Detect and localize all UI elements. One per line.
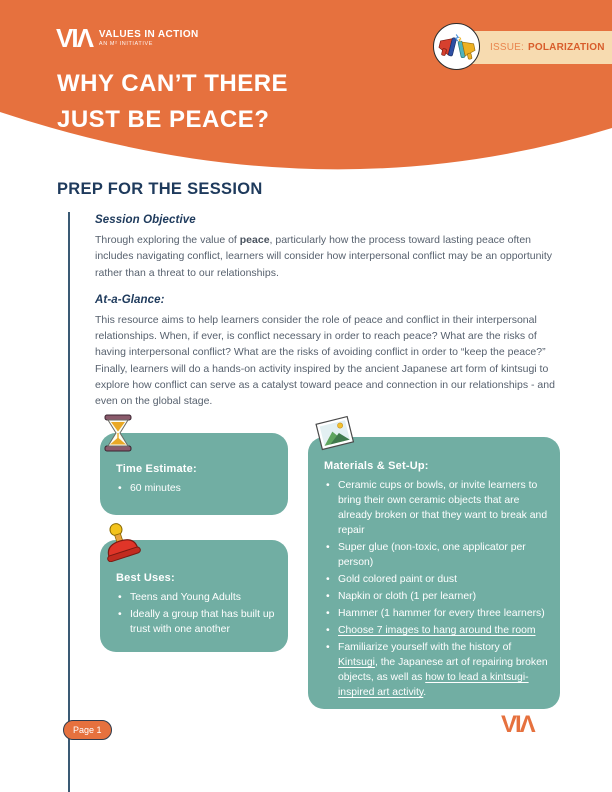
- objective-bold-word: peace: [239, 234, 270, 246]
- list-item: [324, 640, 548, 700]
- page-title-line1: WHY CAN’T THERE: [57, 70, 289, 97]
- materials-heading: Materials & Set-Up:: [324, 460, 429, 472]
- link[interactable]: Choose 7 images to hang around the room: [338, 625, 536, 636]
- via-logo-tagline: AN M² INITIATIVE: [98, 41, 154, 47]
- list-item: [324, 606, 548, 621]
- text-segment: Napkin or cloth (1 per learner): [338, 591, 477, 602]
- page-number-badge: Page 1: [63, 720, 112, 740]
- text-segment: Ceramic cups or bowls, or invite learners to bring their own ceramic objects that are already broken or that they want to break and repair: [338, 480, 548, 536]
- stamp-icon: [98, 520, 142, 567]
- materials-box: [308, 437, 560, 709]
- list-item: [324, 572, 548, 587]
- objective-paragraph: [95, 232, 563, 281]
- text-segment: Familiarize yourself with the history of: [338, 642, 512, 653]
- list-item: [324, 540, 548, 570]
- list-item: [324, 623, 548, 638]
- picture-icon: [312, 413, 358, 460]
- list-item: [324, 589, 548, 604]
- list-item: [116, 590, 276, 605]
- via-logo-name: VALUES IN ACTION: [98, 29, 199, 40]
- text-segment: 60 minutes: [130, 483, 181, 494]
- best-uses-list: [116, 590, 276, 637]
- time-estimate-list: [116, 481, 274, 496]
- time-estimate-heading: Time Estimate:: [116, 463, 197, 475]
- link[interactable]: how to lead a kintsugi-inspired art activity: [338, 672, 529, 698]
- text-segment: Super glue (non-toxic, one applicator per person): [338, 542, 526, 568]
- text-segment: Hammer (1 hammer for every three learners): [338, 608, 545, 619]
- hourglass-icon: [103, 414, 133, 457]
- list-item: [116, 481, 274, 496]
- text-segment: , the Japanese art of repairing broken objects, as well as: [338, 657, 548, 683]
- issue-label: ISSUE:: [490, 42, 524, 53]
- objective-text-after: , particularly how the process toward lasting peace often includes navigating conflict, learners will consider how interpersonal conflict may be an opportunity rather than a threat to our relationships.: [95, 234, 552, 279]
- text-segment: Ideally a group that has built up trust with one another: [130, 609, 275, 635]
- section-rule: [68, 212, 70, 792]
- session-copy: [95, 214, 563, 423]
- text-segment: .: [423, 687, 427, 698]
- glance-heading: At-a-Glance:: [95, 293, 165, 306]
- list-item: [324, 478, 548, 538]
- via-logo-mark: VIΛ: [56, 23, 92, 53]
- objective-text-before: Through exploring the value of: [95, 234, 240, 246]
- objective-heading: Session Objective: [95, 214, 196, 226]
- best-uses-heading: Best Uses:: [116, 572, 175, 584]
- text-segment: Teens and Young Adults: [130, 592, 241, 603]
- issue-value: POLARIZATION: [528, 42, 605, 53]
- link[interactable]: Kintsugi: [338, 657, 375, 668]
- megaphones-clash-icon: [433, 23, 480, 70]
- section-heading: PREP FOR THE SESSION: [57, 180, 263, 198]
- via-logo-text: [99, 29, 199, 47]
- issue-badge: [462, 31, 612, 64]
- list-item: [116, 607, 276, 637]
- materials-list: [324, 478, 548, 700]
- via-logo: [56, 23, 199, 53]
- page-title: [57, 66, 288, 138]
- page-title-line2: JUST BE PEACE?: [57, 106, 270, 133]
- glance-paragraph: This resource aims to help learners consider the role of peace and conflict in their interpersonal relationships. When, if ever, is conflict necessary in order to reach peace? What are the risks of having interpersonal conflict? What are the risks of avoiding conflict in order to “keep the peace?” Finally, learners will do a hands-on activity inspired by the ancient Japanese art form of kintsugi to explore how conflict can serve as a catalyst toward peace and connection in our relationships - and even on the global stage.: [95, 313, 555, 408]
- text-segment: Gold colored paint or dust: [338, 574, 457, 585]
- via-footer-logo: VIΛ: [501, 711, 534, 738]
